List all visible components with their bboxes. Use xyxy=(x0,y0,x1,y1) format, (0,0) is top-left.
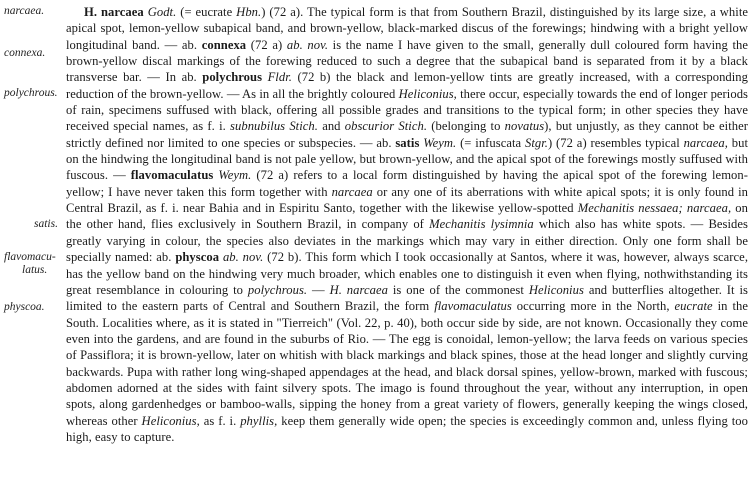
text-segment: ), but unjustly, as they cannot be either strictly defined nor limited to one species or subspecies. — ab. xyxy=(66,119,749,150)
text-segment: on the other hand, flies exclusively in Southern Brazil, in company of xyxy=(66,201,748,232)
species-narcaea: narcaea xyxy=(331,184,373,199)
text-segment: there occur, especially towards the end of longer periods of rain, specimens suffused with black, offering all possible grades and transitions to the typical form; in other species they have received special names, as f. i. xyxy=(66,86,748,134)
form-flavomaculatus: flavomaculatus xyxy=(434,299,512,314)
text-segment: is the name I have given to the small, generally dull coloured form having the brown-yellow discal markings of the forewing reduced to such a degree that the subapical band is separated from it by a black transverse bar. — In ab. xyxy=(66,37,748,85)
species-mechanitis-nessaea: Mechanitis nessaea; xyxy=(577,201,683,216)
form-obscurior: obscurior Stich. xyxy=(344,119,428,134)
ab-nov-physcoa: ab. nov. xyxy=(222,250,264,265)
genus-heliconius: Heliconius xyxy=(528,282,584,297)
text-segment: (72 b). This form which I took occasionally at Santos, where it was, however, always scarce, has the yellow band on the hindwing very much broader, which enables one to distinguish it even when flying, nothwithstanding its great resemblance in colouring to xyxy=(66,250,749,297)
author-fldr: Fldr. xyxy=(267,70,292,85)
form-name-polychrous: polychrous xyxy=(202,70,263,85)
text-segment: as f. i. xyxy=(199,413,241,428)
author-weym: Weym. xyxy=(423,135,457,150)
text-segment: (72 a) refers to a local form distinguished by having the apical spot of the forewing lemon-yellow; I have never taken this form together with xyxy=(66,168,748,199)
species-narcaea: narcaea, xyxy=(686,201,732,216)
author-hbn: Hbn. xyxy=(236,5,262,19)
text-segment: ) (72 a) resembles typical xyxy=(548,135,684,150)
species-narcaea: narcaea, xyxy=(683,135,728,150)
margin-label-physcoa: physcoa. xyxy=(4,301,45,313)
margin-label-connexa: connexa. xyxy=(4,47,46,59)
text-segment: which also has white spots. — Besides greatly varying in colour, the species also deviates in the markings which may vary in either direction. Only one form shall be specially named: ab. xyxy=(66,217,748,265)
text-segment: (72 a) xyxy=(246,37,287,52)
text-segment: occurring more in the North, xyxy=(511,299,675,314)
author-godt: Godt. xyxy=(147,5,177,19)
species-name-narcaea: H. narcaea xyxy=(84,5,144,19)
form-name-physcoa: physcoa xyxy=(175,250,220,265)
form-name-satis: satis xyxy=(395,135,420,150)
text-segment: (belonging to xyxy=(427,119,505,134)
margin-label-flavomaculatus-1: flavomacu- xyxy=(4,251,56,263)
genus-heliconius: Heliconius, xyxy=(398,86,457,101)
text-segment: (= eucrate xyxy=(176,5,237,19)
species-phyllis: phyllis, xyxy=(240,413,278,428)
ab-nov-connexa: ab. nov. xyxy=(286,37,329,52)
text-segment: — xyxy=(307,282,330,297)
form-eucrate: eucrate xyxy=(674,299,713,314)
margin-label-satis: satis. xyxy=(34,218,58,230)
text-segment: (= infuscata xyxy=(456,135,525,150)
genus-heliconius: Heliconius, xyxy=(141,413,200,428)
text-segment: or any one of its aberrations with white apical spots; it is only found in Central Brazil, as f. i. near Bahia and in Espiritu Santo, together with the likewise yellow-spotted xyxy=(66,184,748,216)
author-stgr: Stgr. xyxy=(525,135,548,150)
margin-label-narcaea: narcaea. xyxy=(4,5,45,17)
margin-label-flavomaculatus-2: latus. xyxy=(22,264,48,276)
text-segment: and butterflies altogether. It is limited to the eastern parts of Central and Southern Brazil, the form xyxy=(66,282,749,314)
species-mechanitis-lysimnia: Mechanitis lysimnia xyxy=(429,217,534,232)
species-description xyxy=(66,4,748,445)
text-segment: ) (72 a). The typical form is that from Southern Brazil, distinguished by its large size, a white apical spot, lemon-yellow subapical band, and brown-yellow, black-marked discus of the forewings; hindwing with a bright yellow longitudinal band. — ab. xyxy=(66,5,749,52)
text-segment: but on the hindwing the longitudinal band is not pale yellow, but brown-yellow, and the apical spot of the forewings mostly suffused with fuscous. — xyxy=(66,135,748,183)
species-novatus: novatus xyxy=(504,119,545,134)
form-name-connexa: connexa xyxy=(201,37,247,52)
author-weym: Weym. xyxy=(218,168,252,183)
text-segment: keep them generally wide open; the species is exceedingly common and, unless flying too high, easy to capture. xyxy=(66,413,748,444)
text-segment: and xyxy=(317,119,345,134)
form-subnubilus: subnubilus Stich. xyxy=(230,119,318,134)
species-h-narcaea: H. narcaea xyxy=(329,282,388,297)
form-polychrous: polychrous. xyxy=(247,282,308,297)
form-name-flavomaculatus: flavomaculatus xyxy=(130,168,214,183)
text-segment: is one of the commonest xyxy=(387,282,529,297)
text-segment: in the South. Localities where, as it is stated in "Tierreich" (Vol. 22, p. 40), both occur side by side, are not known. Occasionally they come even into the gardens, and are found in the suburbs of Rio. — The egg is conoidal, lemon-yellow; the larva feeds on various species of Passiflora; it is brown-yellow, later on whitish with black markings and black spines, those at the head longer and slightly curving backwards. Pupa with rather long wing-shaped appendages at the head, and black dorsal spines, yellow-brown, marked with fuscous; abdomen adorned at the sides with faint silvery spots. The imago is found throughout the year, without any interruption, in open spots, along gardenhedges or bamboo-walls, sipping the honey from a great variety of flowers, generally keeping the wings closed, whereas other xyxy=(66,299,748,428)
margin-label-polychrous: polychrous. xyxy=(4,87,58,99)
text-segment: (72 b) the black and lemon-yellow tints are greatly increased, with a corresponding reduction of the brown-yellow. — As in all the brightly coloured xyxy=(66,70,749,101)
